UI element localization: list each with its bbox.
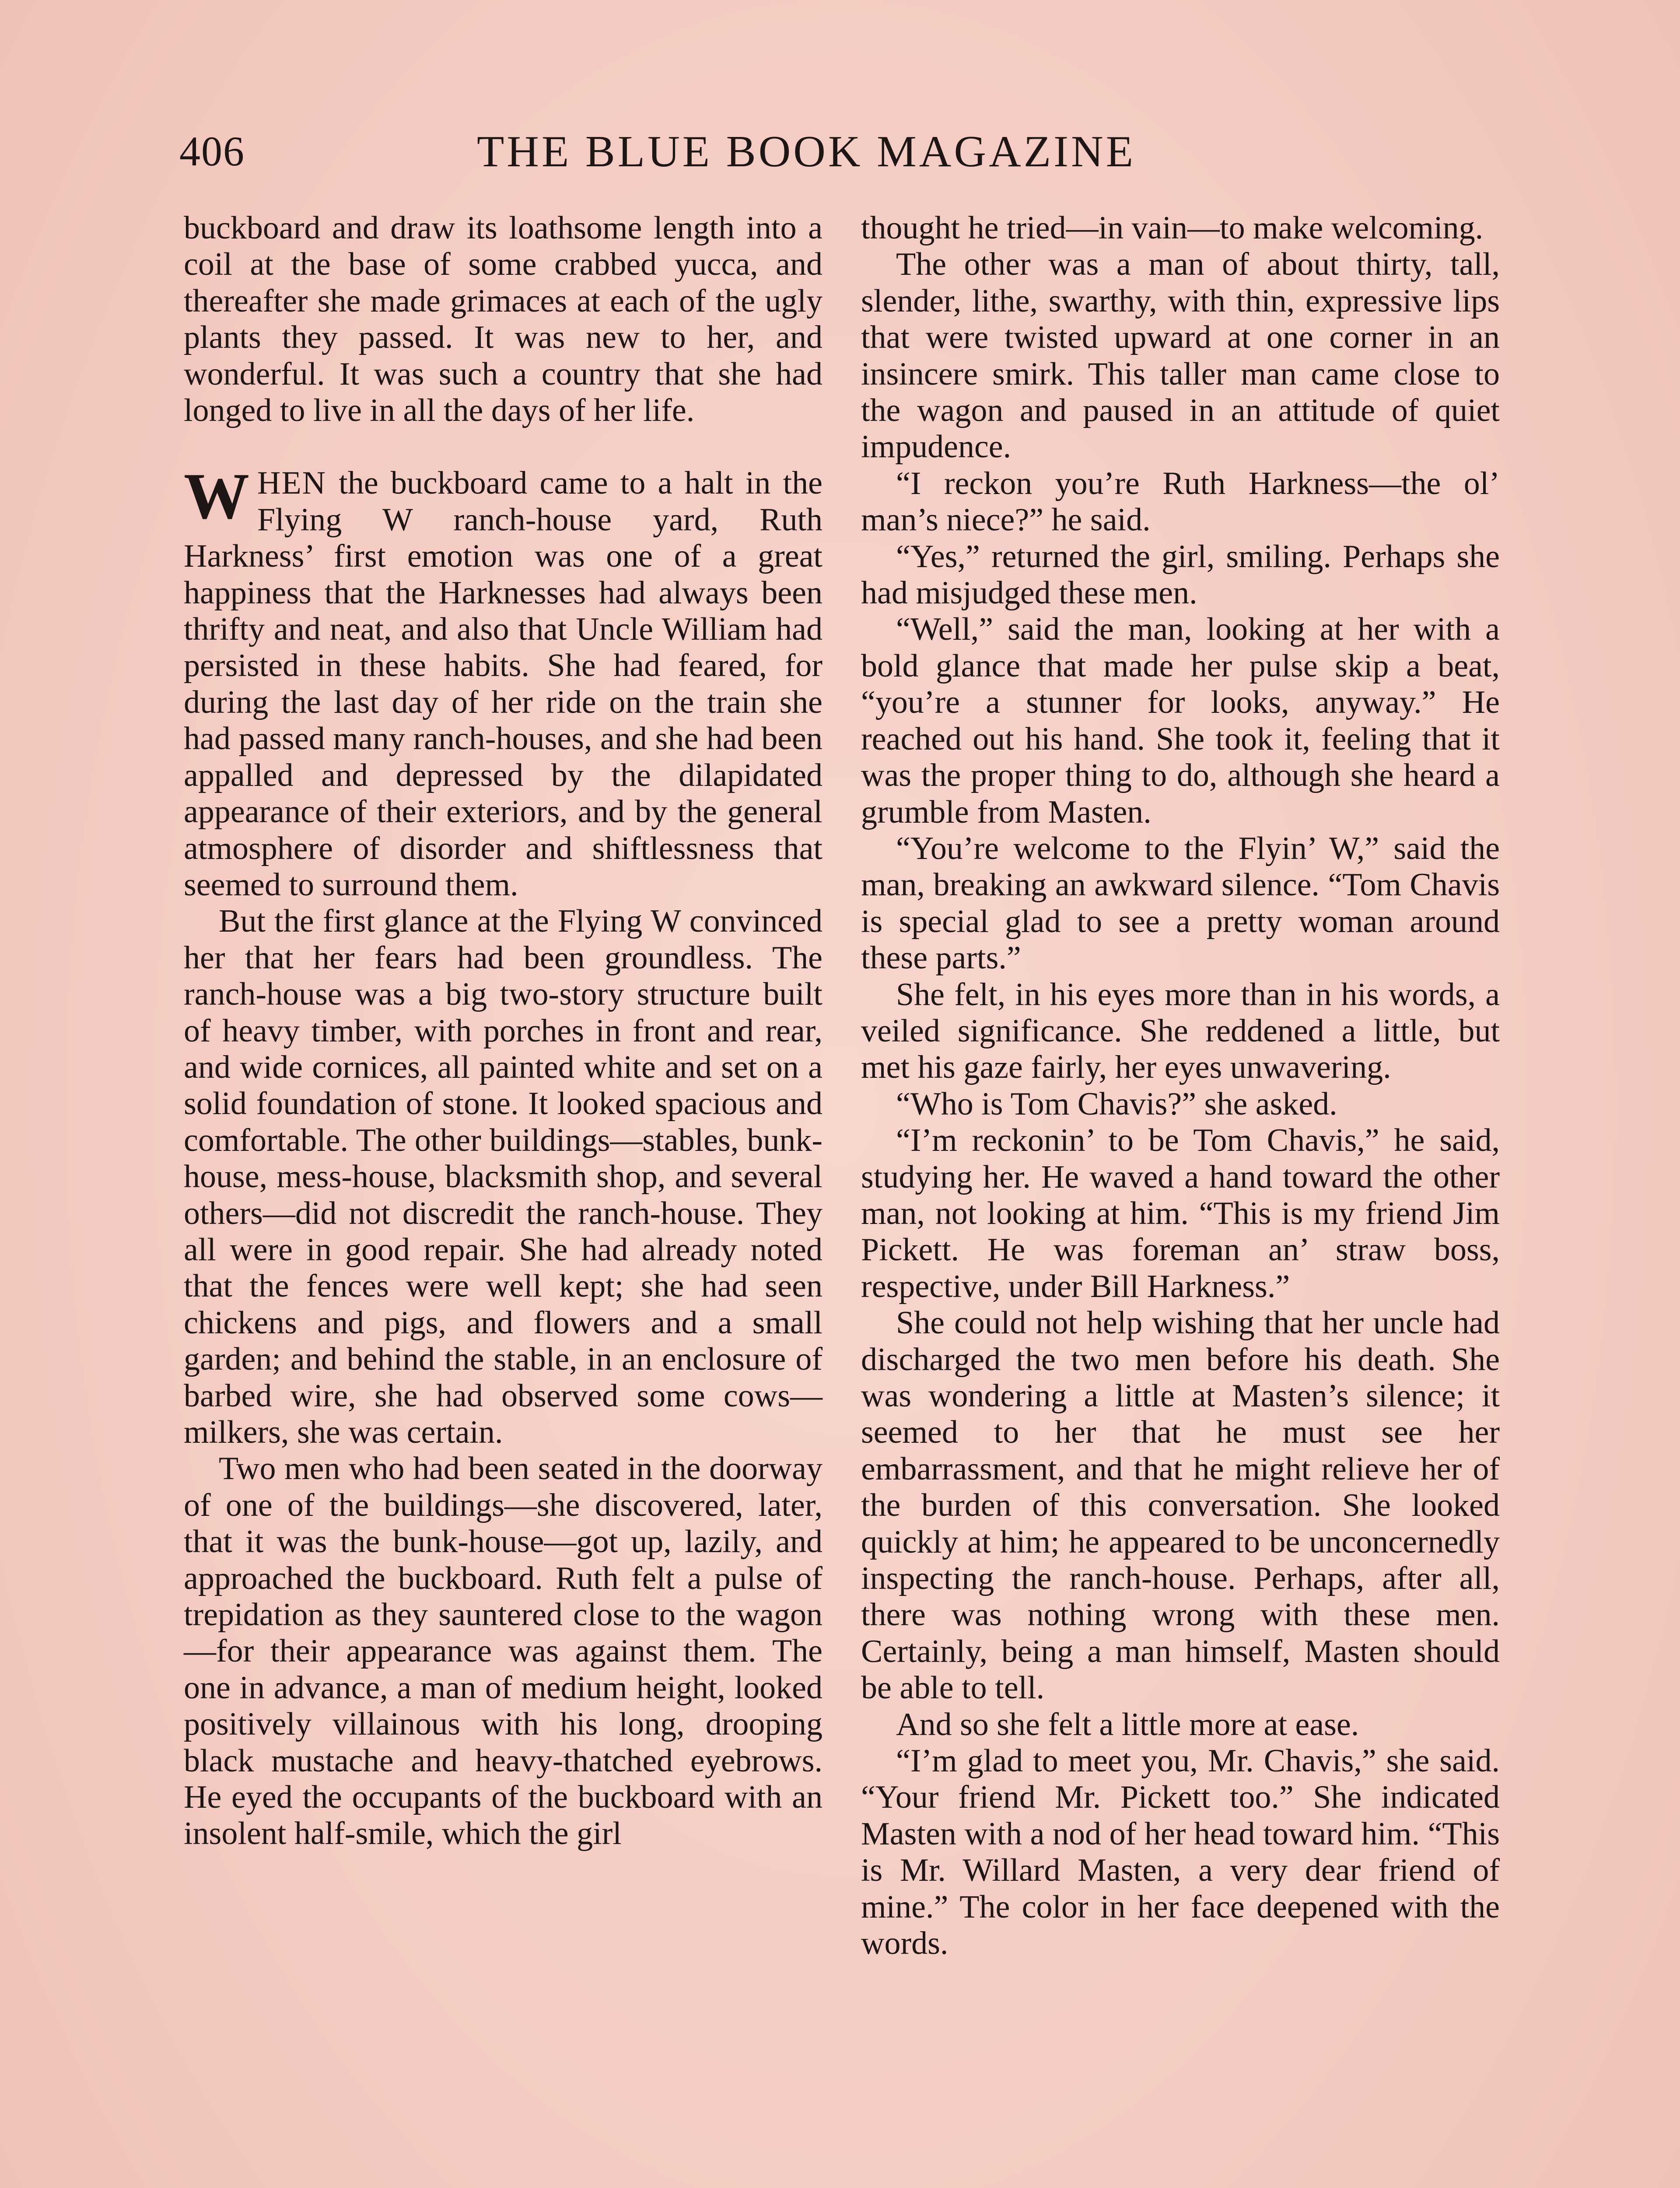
drop-cap: W xyxy=(184,460,249,533)
paragraph: But the first glance at the Flying W convinced her that her fears had been groundless. The ranch-house was a big two-story structure built of heavy timber, with porches in front and rear, and wide cornices, all painted white and set on a solid foundation of stone. It looked spacious and comfortable. The other buildings—stables, bunk-house, mess-house, blacksmith shop, and several others—did not discredit the ranch-house. They all were in good repair. She had already noted that the fences were well kept; she had seen chickens and pigs, and flowers and a small garden; and behind the stable, in an enclosure of barbed wire, she had observed some cows—milkers, she was certain. xyxy=(184,903,822,1450)
paragraph: Two men who had been seated in the doorway of one of the buildings—she discovered, later, that it was the bunk-house—got up, lazily, and approached the buckboard. Ruth felt a pulse of trepidation as they sauntered close to the wagon—for their appearance was against them. The one in advance, a man of medium height, looked positively villainous with his long, drooping black mustache and heavy-thatched eyebrows. He eyed the occupants of the buckboard with an insolent half-smile, which the girl xyxy=(184,1451,822,1852)
paragraph: And so she felt a little more at ease. xyxy=(896,1706,1359,1743)
paragraph-dropcap xyxy=(184,460,822,903)
magazine-title: THE BLUE BOOK MAGAZINE xyxy=(477,127,1136,176)
small-caps-opening: HEN xyxy=(257,465,327,501)
left-column xyxy=(184,210,822,1852)
paragraph: buckboard and draw its loathsome length into a coil at the base of some crabbed yucca, and thereafter she made grimaces at each of the ugly plants they passed. It was new to her, and wonderful. It was such a country that she had longed to live in all the days of her life. xyxy=(184,210,822,429)
page-header xyxy=(179,118,1208,179)
paragraph-text: the buckboard came to a halt in the Flying W ranch-house yard, Ruth Harkness’ first emotion was one of a great happiness that the Harknesses had always been thrifty and neat, and also that Uncle William had persisted in these habits. She had feared, for during the last day of her ride on the train she had passed many ranch-houses, and she had been appalled and depressed by the dilapidated appearance of their exteriors, and by the general atmosphere of disorder and shiftlessness that seemed to surround them. xyxy=(184,465,822,903)
page-number: 406 xyxy=(179,128,245,175)
paragraph: “Who is Tom Chavis?” she asked. xyxy=(896,1086,1337,1122)
paragraph: “I’m glad to meet you, Mr. Chavis,” she said. “Your friend Mr. Pickett too.” She indicated Masten with a nod of her head toward him. “This is Mr. Willard Masten, a very dear friend of mine.” The color in her face deepened with the words. xyxy=(861,1743,1500,1962)
paragraph: She felt, in his eyes more than in his words, a veiled significance. She reddened a little, but met his gaze fairly, her eyes unwavering. xyxy=(861,976,1500,1086)
paragraph: She could not help wishing that her uncle had discharged the two men before his death. She was wondering a little at Masten’s silence; it seemed to her that he must see her embarrassment, and that he might relieve her of the burden of this conversation. She looked quickly at him; he appeared to be unconcernedly inspecting the ranch-house. Perhaps, after all, there was nothing wrong with these men. Certainly, being a man himself, Masten should be able to tell. xyxy=(861,1305,1500,1706)
paragraph: “Well,” said the man, looking at her with a bold glance that made her pulse skip a beat, “you’re a stunner for looks, anyway.” He reached out his hand. She took it, feeling that it was the proper thing to do, although she heard a grumble from Masten. xyxy=(861,611,1500,830)
paragraph: “Yes,” returned the girl, smiling. Perhaps she had misjudged these men. xyxy=(861,538,1500,611)
paragraph: The other was a man of about thirty, tall, slender, lithe, swarthy, with thin, expressive lips that were twisted upward at one corner in an insincere smirk. This taller man came close to the wagon and paused in an attitude of quiet impudence. xyxy=(861,246,1500,465)
right-column xyxy=(861,210,1500,1962)
paragraph: “I reckon you’re Ruth Harkness—the ol’ man’s niece?” he said. xyxy=(861,465,1500,538)
paragraph: “You’re welcome to the Flyin’ W,” said the man, breaking an awkward silence. “Tom Chavis is special glad to see a pretty woman around these parts.” xyxy=(861,830,1500,976)
paragraph: thought he tried—in vain—to make welcoming. xyxy=(861,210,1484,246)
paragraph: “I’m reckonin’ to be Tom Chavis,” he said, studying her. He waved a hand toward the other man, not looking at him. “This is my friend Jim Pickett. He was foreman an’ straw boss, respective, under Bill Harkness.” xyxy=(861,1122,1500,1304)
